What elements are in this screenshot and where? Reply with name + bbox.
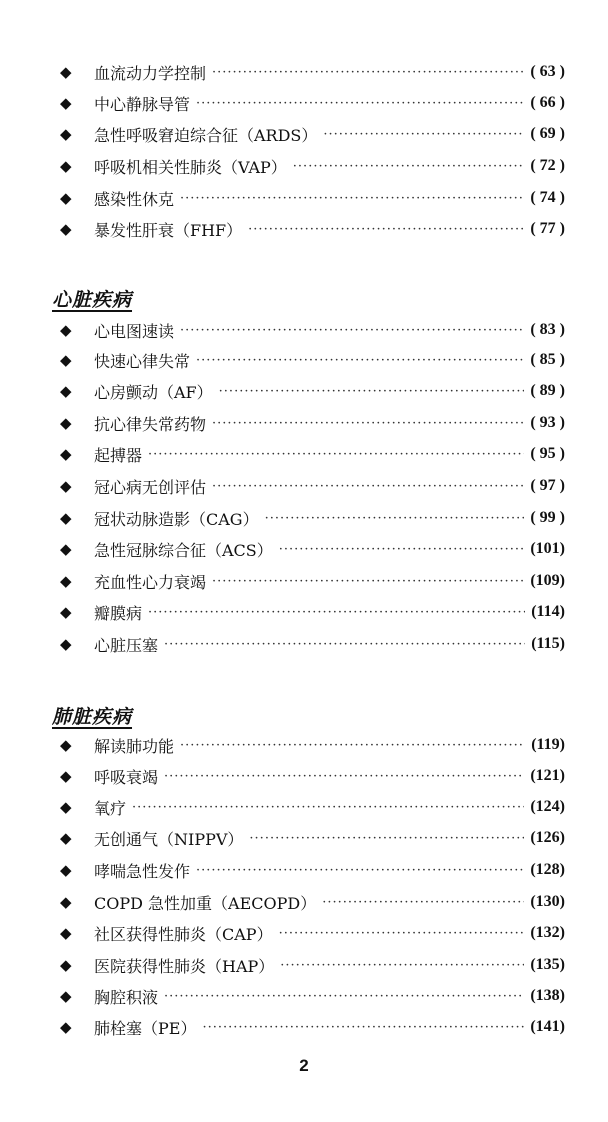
toc-entry-page: (126)	[530, 829, 565, 846]
toc-entry[interactable]	[60, 824, 565, 852]
toc-entry-title: 呼吸机相关性肺炎（VAP）	[94, 157, 287, 177]
toc-entry[interactable]	[60, 504, 565, 532]
toc-entry-title: 无创通气（NIPPV）	[94, 829, 244, 849]
toc-entry[interactable]	[60, 951, 565, 979]
diamond-bullet-icon: ◆	[60, 413, 72, 432]
toc-entry-title: 充血性心力衰竭	[94, 572, 207, 592]
dot-leader	[212, 479, 524, 494]
toc-entry-page: (124)	[530, 798, 565, 815]
toc-entry-page: (132)	[530, 924, 565, 941]
page-number: 2	[299, 1056, 309, 1075]
diamond-bullet-icon: ◆	[60, 124, 72, 143]
diamond-bullet-icon: ◆	[60, 508, 72, 527]
toc-entry-page: ( 63 )	[530, 63, 565, 80]
diamond-bullet-icon: ◆	[60, 892, 72, 911]
dot-leader	[148, 447, 524, 462]
diamond-bullet-icon: ◆	[60, 986, 72, 1005]
dot-leader	[196, 96, 524, 111]
toc-entry-page: ( 72 )	[530, 157, 565, 174]
toc-entry-page: ( 74 )	[530, 189, 565, 206]
toc-entry-title: 急性冠脉综合征（ACS）	[94, 540, 273, 560]
toc-entry-title: 心房颤动（AF）	[94, 382, 213, 402]
diamond-bullet-icon: ◆	[60, 766, 72, 785]
diamond-bullet-icon: ◆	[60, 444, 72, 463]
toc-entry-page: ( 95 )	[530, 445, 565, 462]
diamond-bullet-icon: ◆	[60, 381, 72, 400]
toc-entry-title: COPD 急性加重（AECOPD）	[94, 893, 317, 913]
toc-entry-title: 血流动力学控制	[94, 63, 207, 83]
toc-entry[interactable]	[60, 440, 565, 468]
toc-entry-title: 暴发性肝衰（FHF）	[94, 220, 243, 240]
diamond-bullet-icon: ◆	[60, 797, 72, 816]
toc-entry-title: 快速心律失常	[94, 351, 191, 371]
toc-entry-page: (135)	[530, 956, 565, 973]
diamond-bullet-icon: ◆	[60, 923, 72, 942]
toc-entry[interactable]	[60, 535, 565, 563]
toc-entry-title: 呼吸衰竭	[94, 767, 159, 787]
toc-entry-title: 哮喘急性发作	[94, 861, 191, 881]
toc-entry[interactable]	[60, 1013, 565, 1041]
dot-leader	[265, 511, 525, 526]
toc-entry[interactable]	[60, 982, 565, 1010]
dot-leader	[323, 127, 524, 142]
toc-entry-page: (115)	[531, 635, 565, 652]
dot-leader	[280, 958, 524, 973]
diamond-bullet-icon: ◆	[60, 93, 72, 112]
toc-entry[interactable]	[60, 598, 565, 626]
toc-entry[interactable]	[60, 346, 565, 374]
dot-leader	[180, 323, 524, 338]
toc-entry-title: 肺栓塞（PE）	[94, 1018, 197, 1038]
dot-leader	[219, 384, 525, 399]
dot-leader	[196, 863, 524, 878]
toc-entry-page: (114)	[531, 603, 565, 620]
diamond-bullet-icon: ◆	[60, 602, 72, 621]
toc-entry[interactable]	[60, 377, 565, 405]
toc-entry-page: (121)	[530, 767, 565, 784]
toc-entry[interactable]	[60, 120, 565, 148]
toc-entry-page: ( 97 )	[530, 477, 565, 494]
dot-leader	[148, 605, 525, 620]
dot-leader	[322, 895, 524, 910]
diamond-bullet-icon: ◆	[60, 476, 72, 495]
toc-entry-page: (128)	[530, 861, 565, 878]
dot-leader	[212, 574, 524, 589]
dot-leader	[132, 800, 524, 815]
dot-leader	[180, 738, 525, 753]
dot-leader	[249, 831, 524, 846]
section-title-cardiac: 心脏疾病	[52, 289, 133, 311]
toc-entry[interactable]	[60, 856, 565, 884]
toc-entry[interactable]	[60, 58, 565, 86]
diamond-bullet-icon: ◆	[60, 828, 72, 847]
toc-entry-page: (109)	[530, 572, 565, 589]
toc-entry[interactable]	[60, 472, 565, 500]
toc-entry[interactable]	[60, 316, 565, 344]
toc-entry-page: (141)	[530, 1018, 565, 1035]
toc-entry-page: ( 66 )	[530, 94, 565, 111]
toc-entry-title: 医院获得性肺炎（HAP）	[94, 956, 275, 976]
toc-entry-page: ( 83 )	[530, 321, 565, 338]
toc-entry-page: ( 69 )	[530, 125, 565, 142]
toc-entry-page: (119)	[531, 736, 565, 753]
toc-entry[interactable]	[60, 184, 565, 212]
toc-entry-title: 解读肺功能	[94, 736, 175, 756]
diamond-bullet-icon: ◆	[60, 188, 72, 207]
dot-leader	[212, 65, 524, 80]
diamond-bullet-icon: ◆	[60, 1017, 72, 1036]
toc-entry-page: (101)	[530, 540, 565, 557]
toc-entry-title: 心电图速读	[94, 321, 175, 341]
toc-entry-title: 抗心律失常药物	[94, 414, 207, 434]
dot-leader	[196, 353, 524, 368]
diamond-bullet-icon: ◆	[60, 156, 72, 175]
toc-entry[interactable]	[60, 215, 565, 243]
dot-leader	[164, 989, 524, 1004]
toc-entry-page: (138)	[530, 987, 565, 1004]
toc-entry[interactable]	[60, 888, 565, 916]
toc-entry-page: ( 99 )	[530, 509, 565, 526]
toc-entry-page: ( 93 )	[530, 414, 565, 431]
toc-entry-title: 感染性休克	[94, 189, 175, 209]
dot-leader	[212, 416, 524, 431]
diamond-bullet-icon: ◆	[60, 62, 72, 81]
toc-entry[interactable]	[60, 567, 565, 595]
diamond-bullet-icon: ◆	[60, 735, 72, 754]
dot-leader	[164, 637, 525, 652]
diamond-bullet-icon: ◆	[60, 539, 72, 558]
diamond-bullet-icon: ◆	[60, 320, 72, 339]
toc-entry-title: 起搏器	[94, 445, 143, 465]
toc-entry-title: 中心静脉导管	[94, 94, 191, 114]
dot-leader	[202, 1020, 524, 1035]
toc-entry-title: 社区获得性肺炎（CAP）	[94, 924, 273, 944]
dot-leader	[180, 191, 524, 206]
toc-entry-title: 心脏压塞	[94, 635, 159, 655]
toc-entry[interactable]	[60, 919, 565, 947]
toc-entry-title: 冠心病无创评估	[94, 477, 207, 497]
toc-entry-title: 瓣膜病	[94, 603, 143, 623]
dot-leader	[248, 222, 524, 237]
toc-entry-page: (130)	[530, 893, 565, 910]
toc-entry-title: 冠状动脉造影（CAG）	[94, 509, 259, 529]
section-title-pulmonary: 肺脏疾病	[52, 706, 133, 728]
toc-entry[interactable]	[60, 731, 565, 759]
toc-entry[interactable]	[60, 630, 565, 658]
toc-entry-title: 胸腔积液	[94, 987, 159, 1007]
toc-entry-page: ( 77 )	[530, 220, 565, 237]
toc-entry[interactable]	[60, 409, 565, 437]
toc-entry-page: ( 89 )	[530, 382, 565, 399]
toc-entry-page: ( 85 )	[530, 351, 565, 368]
toc-entry[interactable]	[60, 152, 565, 180]
toc-entry[interactable]	[60, 89, 565, 117]
diamond-bullet-icon: ◆	[60, 634, 72, 653]
diamond-bullet-icon: ◆	[60, 860, 72, 879]
toc-entry[interactable]	[60, 793, 565, 821]
dot-leader	[279, 542, 525, 557]
diamond-bullet-icon: ◆	[60, 350, 72, 369]
dot-leader	[279, 926, 525, 941]
diamond-bullet-icon: ◆	[60, 219, 72, 238]
diamond-bullet-icon: ◆	[60, 955, 72, 974]
dot-leader	[164, 769, 524, 784]
toc-entry[interactable]	[60, 762, 565, 790]
toc-entry-title: 急性呼吸窘迫综合征（ARDS）	[94, 125, 318, 145]
dot-leader	[293, 159, 525, 174]
toc-entry-title: 氧疗	[94, 798, 127, 818]
diamond-bullet-icon: ◆	[60, 571, 72, 590]
